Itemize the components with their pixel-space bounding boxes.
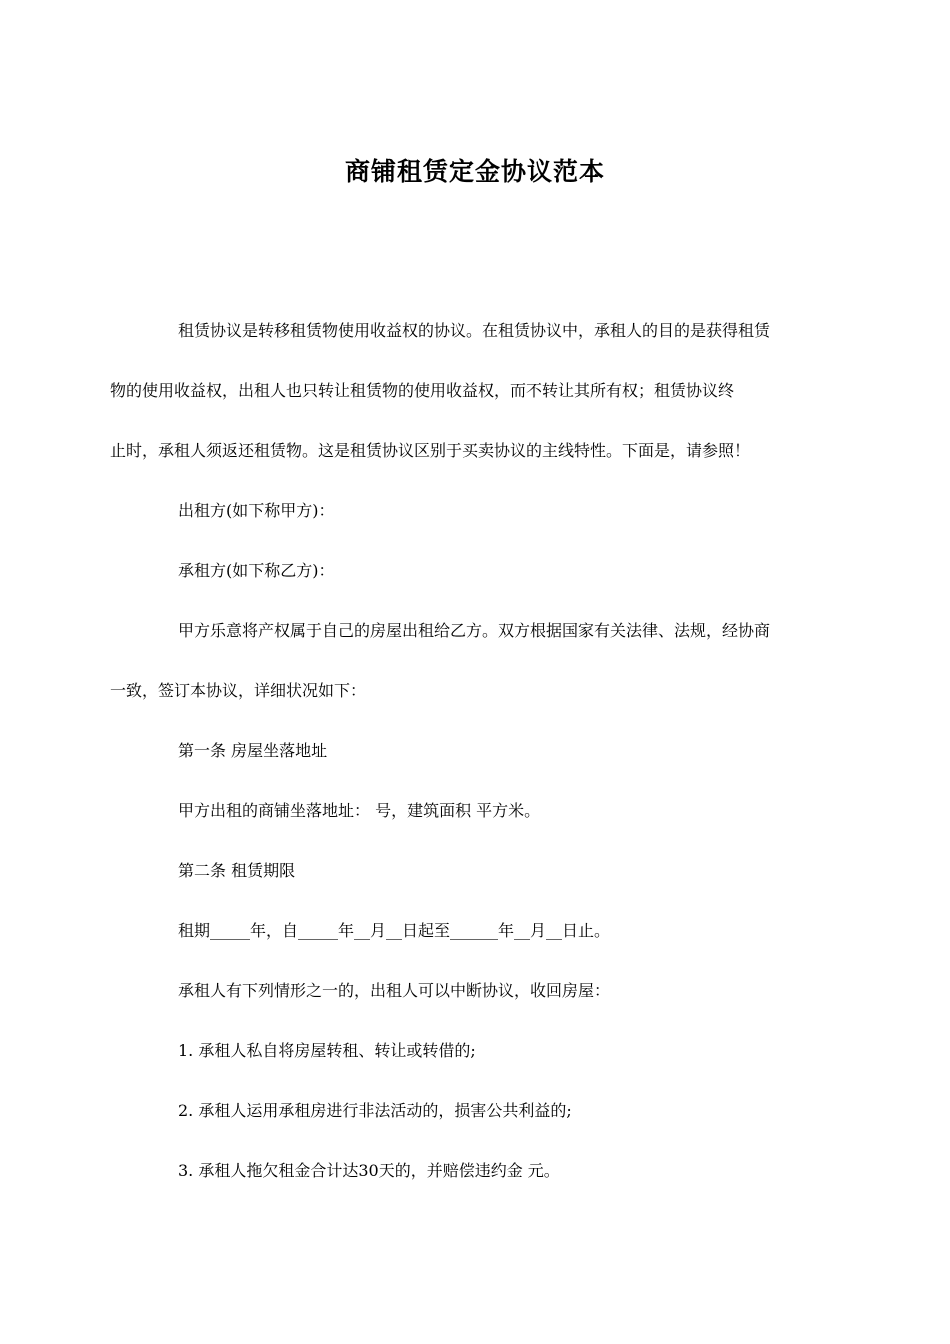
article-2-heading: 第二条 租赁期限 — [178, 861, 296, 880]
agreement-paragraph — [110, 616, 806, 706]
lessor-line: 出租方(如下称甲方)： — [178, 501, 335, 520]
document-title: 商铺租赁定金协议范本 — [344, 157, 605, 186]
intro-paragraph — [110, 316, 806, 466]
termination-intro: 承租人有下列情形之一的，出租人可以中断协议，收回房屋： — [178, 981, 611, 1000]
intro-line-3: 止时，承租人须返还租赁物。这是租赁协议区别于买卖协议的主线特性。下面是，请参照！ — [110, 441, 751, 460]
intro-line-1: 租赁协议是转移租赁物使用收益权的协议。在租赁协议中，承租人的目的是获得租赁 — [178, 321, 771, 340]
lessee-line: 承租方(如下称乙方)： — [178, 561, 335, 580]
article-2-term: 租期_____年，自_____年__月__日起至______年__月__日止。 — [178, 921, 611, 940]
article-1-heading: 第一条 房屋坐落地址 — [178, 741, 328, 760]
article-1-text: 甲方出租的商铺坐落地址： 号，建筑面积 平方米。 — [178, 801, 541, 820]
document-body — [110, 316, 806, 1186]
list-item: 1. 承租人私自将房屋转租、转让或转借的; — [178, 1041, 476, 1060]
intro-line-2: 物的使用收益权，出租人也只转让租赁物的使用收益权，而不转让其所有权；租赁协议终 — [110, 381, 735, 400]
list-item: 2. 承租人运用承租房进行非法活动的，损害公共利益的; — [178, 1101, 572, 1120]
agreement-line-2: 一致，签订本协议，详细状况如下： — [110, 681, 367, 700]
agreement-line-1: 甲方乐意将产权属于自己的房屋出租给乙方。双方根据国家有关法律、法规，经协商 — [178, 621, 771, 640]
list-item: 3. 承租人拖欠租金合计达30天的，并赔偿违约金 元。 — [178, 1161, 560, 1180]
